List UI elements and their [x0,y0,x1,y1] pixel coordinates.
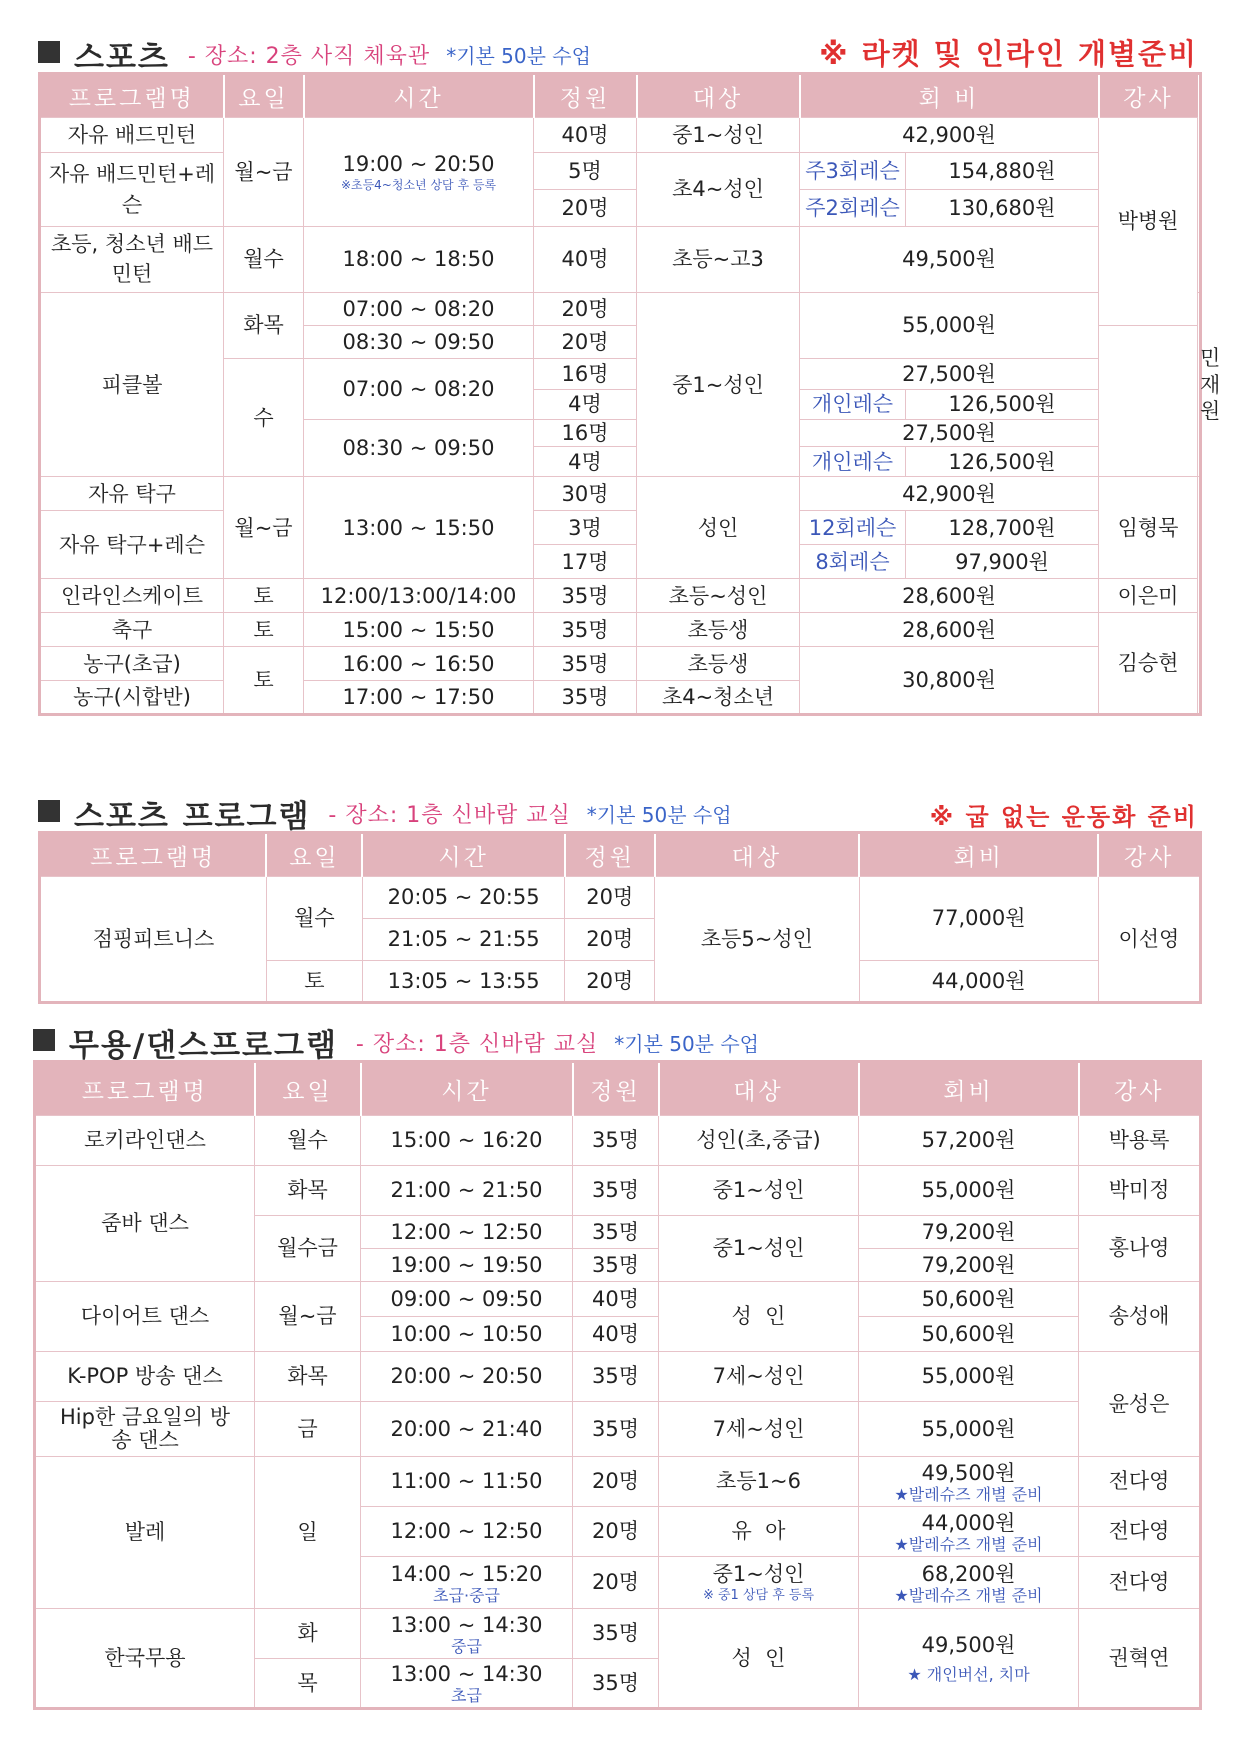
fee-cell [800,545,1099,579]
time-value: 13:00 ~ 14:30 [390,1662,543,1687]
time-cell: 19:00 ~ 19:50 [361,1249,573,1282]
section-header [33,1020,1199,1064]
capacity-cell: 4명 [534,390,637,420]
fee-cell: 55,000원 [859,1166,1079,1216]
capacity-cell: 16명 [534,359,637,390]
fee-cell: 30,800원 [800,647,1099,715]
target-cell: 중1~성인 [659,1166,859,1216]
time-cell: 20:00 ~ 20:50 [361,1352,573,1402]
program-name: Hip한 금요일의 방송 댄스 [35,1402,255,1457]
section-place: - 장소: 2층 사직 체육관 [187,44,431,69]
fee-value: 68,200원 [921,1561,1016,1586]
capacity-cell: 40명 [534,227,637,293]
col-header-day: 요일 [224,74,304,118]
capacity-cell: 35명 [534,647,637,681]
day-cell: 토 [224,647,304,715]
capacity-cell: 40명 [534,118,637,153]
time-cell: 08:30 ~ 09:50 [304,326,534,359]
teacher-cell: 윤성은 [1079,1352,1201,1457]
teacher-cell: 전다영 [1079,1557,1201,1609]
table-row [35,1282,1201,1317]
section-place: - 장소: 1층 신바람 교실 [328,803,571,828]
time-cell: 15:00 ~ 15:50 [304,613,534,647]
schedule-table [33,1060,1202,1710]
fee-cell: 28,600원 [800,613,1099,647]
capacity-cell: 17명 [534,545,637,579]
col-header-time: 시간 [304,74,534,118]
target-cell: 초등~고3 [637,227,800,293]
target-cell: 유 아 [659,1507,859,1557]
table-row [40,647,1201,681]
program-name: 줌바 댄스 [35,1166,255,1282]
target-cell: 초등생 [637,613,800,647]
time-cell: 07:00 ~ 08:20 [304,293,534,326]
time-cell: 21:05 ~ 21:55 [362,919,564,961]
teacher-cell: 박병원 [1099,118,1198,326]
target-cell: 7세~성인 [659,1402,859,1457]
teacher-cell: 송성애 [1079,1282,1201,1352]
teacher-cell: 홍나영 [1079,1216,1201,1282]
capacity-cell: 35명 [573,1216,659,1249]
time-cell: 21:00 ~ 21:50 [361,1166,573,1216]
square-bullet-icon [38,800,60,822]
teacher-cell: 임형묵 [1099,477,1198,579]
col-header-time: 시간 [362,833,564,877]
capacity-cell: 30명 [534,477,637,511]
fee-label: 개인레슨 [800,447,906,476]
day-cell: 금 [255,1402,361,1457]
time-cell: 18:00 ~ 18:50 [304,227,534,293]
fee-cell [859,1507,1079,1557]
table-row [40,477,1201,511]
fee-value: 97,900원 [955,549,1049,574]
fee-cell: 27,500원 [800,420,1099,447]
section-title: 스포츠 프로그램 [74,799,311,835]
program-name: 로키라인댄스 [35,1116,255,1166]
program-name: 초등, 청소년 배드민턴 [40,227,224,293]
program-name: 농구(초급) [40,647,224,681]
target-value: 중1~성인 [712,1562,805,1587]
fee-cell: 55,000원 [859,1402,1079,1457]
teacher-cell: 전다영 [1079,1507,1201,1557]
fee-cell: 50,600원 [859,1317,1079,1352]
fee-value: 126,500원 [948,449,1056,474]
capacity-cell: 35명 [534,613,637,647]
col-header-target: 대상 [655,833,859,877]
fee-cell [859,1457,1079,1507]
col-header-program: 프로그램명 [35,1062,255,1116]
program-name: 자유 탁구 [40,477,224,511]
fee-label: 주2회레슨 [800,190,906,226]
time-cell: 12:00 ~ 12:50 [361,1507,573,1557]
fee-label: 8회레슨 [800,545,906,578]
table-row [35,1457,1201,1507]
col-header-day: 요일 [266,833,362,877]
col-header-time: 시간 [361,1062,573,1116]
col-header-program: 프로그램명 [40,74,224,118]
col-header-capacity: 정원 [565,833,655,877]
time-cell: 13:00 ~ 15:50 [304,477,534,579]
target-cell: 중1~성인 [637,293,800,477]
table-row [40,579,1201,613]
capacity-cell: 16명 [534,420,637,447]
day-cell: 월수 [255,1116,361,1166]
section-note: *기본 50분 수업 [586,803,732,827]
fee-cell: 49,500원 [800,227,1099,293]
program-name: 점핑피트니스 [40,877,267,1003]
fee-cell [800,511,1099,545]
teacher-cell: 박용록 [1079,1116,1201,1166]
time-cell: 15:00 ~ 16:20 [361,1116,573,1166]
time-cell: 10:00 ~ 10:50 [361,1317,573,1352]
capacity-cell: 40명 [573,1282,659,1317]
target-cell: 초등~성인 [637,579,800,613]
table-row [40,153,1201,190]
day-cell: 화목 [255,1352,361,1402]
table-row [35,1166,1201,1216]
square-bullet-icon [38,41,60,63]
day-cell: 화목 [224,293,304,359]
section-sports-program [38,791,1202,1004]
capacity-cell: 20명 [534,326,637,359]
table-row [40,293,1201,326]
fee-label: 주3회레슨 [800,153,906,189]
section-header [38,791,1202,835]
fee-cell: 55,000원 [800,293,1099,359]
fee-cell [800,190,1099,227]
table-row [40,877,1201,919]
capacity-cell: 35명 [573,1352,659,1402]
day-cell: 화 [255,1609,361,1659]
day-cell: 월~금 [224,118,304,227]
time-cell: 11:00 ~ 11:50 [361,1457,573,1507]
day-cell: 수 [224,359,304,477]
col-header-day: 요일 [255,1062,361,1116]
program-name: 한국무용 [35,1609,255,1709]
capacity-cell: 35명 [573,1249,659,1282]
time-cell: 07:00 ~ 08:20 [304,359,534,420]
section-dance-program [33,1020,1199,1710]
capacity-cell: 35명 [573,1659,659,1709]
table-row [40,613,1201,647]
time-cell [361,1609,573,1659]
capacity-cell: 35명 [573,1166,659,1216]
col-header-teacher: 강사 [1079,1062,1201,1116]
table-header-row [35,1062,1201,1116]
table-header-row [40,833,1201,877]
fee-cell: 77,000원 [859,877,1098,961]
col-header-teacher: 강사 [1098,833,1200,877]
col-header-target: 대상 [637,74,800,118]
time-cell: 09:00 ~ 09:50 [361,1282,573,1317]
capacity-cell: 20명 [565,919,655,961]
col-header-target: 대상 [659,1062,859,1116]
day-cell: 목 [255,1659,361,1709]
fee-label: 12회레슨 [800,511,906,544]
square-bullet-icon [33,1029,55,1051]
time-value: 19:00 ~ 20:50 [342,152,495,177]
time-level: 중급 [451,1636,482,1656]
capacity-cell: 35명 [534,579,637,613]
target-cell [659,1557,859,1609]
day-cell: 월~금 [224,477,304,579]
target-cell: 초4~성인 [637,153,800,227]
fee-value: 128,700원 [948,515,1056,540]
fee-value: 44,000원 [921,1510,1016,1535]
fee-value: 130,680원 [948,195,1056,220]
fee-value: 49,500원 [921,1633,1016,1658]
program-name: 자유 배드민턴 [40,118,224,153]
section-place: - 장소: 1층 신바람 교실 [355,1032,599,1057]
day-cell: 월수 [266,877,362,961]
fee-cell: 27,500원 [800,359,1099,390]
day-cell: 월수금 [255,1216,361,1282]
fee-cell: 79,200원 [859,1249,1079,1282]
target-cell: 초등5~성인 [655,877,859,1003]
time-value: 13:00 ~ 14:30 [390,1612,543,1637]
program-name: 자유 탁구+레슨 [40,511,224,579]
target-cell: 초등1~6 [659,1457,859,1507]
program-name: 다이어트 댄스 [35,1282,255,1352]
teacher-cell: 전다영 [1079,1457,1201,1507]
target-cell: 초4~청소년 [637,681,800,715]
col-header-fee: 회비 [859,833,1098,877]
fee-cell [800,153,1099,190]
time-cell: 16:00 ~ 16:50 [304,647,534,681]
teacher-cell: 이선영 [1098,877,1200,1003]
fee-cell [800,390,1099,420]
fee-note: ★발레슈즈 개별 준비 [894,1585,1043,1605]
day-cell: 토 [266,961,362,1003]
capacity-cell: 20명 [565,877,655,919]
time-cell: 20:00 ~ 21:40 [361,1402,573,1457]
col-header-capacity: 정원 [534,74,637,118]
time-level: 초급·중급 [433,1585,500,1605]
program-name: 인라인스케이트 [40,579,224,613]
target-cell: 초등생 [637,647,800,681]
capacity-cell: 20명 [573,1557,659,1609]
capacity-cell: 35명 [573,1116,659,1166]
capacity-cell: 20명 [573,1457,659,1507]
time-cell: 20:05 ~ 20:55 [362,877,564,919]
col-header-program: 프로그램명 [40,833,267,877]
table-row [40,118,1201,153]
capacity-cell: 20명 [565,961,655,1003]
capacity-cell: 3명 [534,511,637,545]
program-name: K-POP 방송 댄스 [35,1352,255,1402]
fee-value: 154,880원 [948,158,1056,183]
day-cell: 월수 [224,227,304,293]
fee-value: 49,500원 [921,1460,1016,1485]
fee-note: ★발레슈즈 개별 준비 [894,1484,1043,1504]
target-cell: 성 인 [659,1282,859,1352]
day-cell: 토 [224,613,304,647]
program-name: 피클볼 [40,293,224,477]
table-row [40,511,1201,545]
program-name: 발레 [35,1457,255,1609]
section-note: *기본 50분 수업 [446,44,591,68]
capacity-cell: 35명 [534,681,637,715]
col-header-teacher: 강사 [1099,74,1198,118]
target-cell: 중1~성인 [637,118,800,153]
fee-note: ★ 개인버선, 치마 [907,1665,1030,1685]
capacity-cell: 35명 [573,1402,659,1457]
time-cell: 12:00 ~ 12:50 [361,1216,573,1249]
teacher-cell: 박미정 [1079,1166,1201,1216]
target-cell: 7세~성인 [659,1352,859,1402]
fee-label: 개인레슨 [800,390,906,419]
capacity-cell: 20명 [534,293,637,326]
table-row [35,1352,1201,1402]
day-cell: 토 [224,579,304,613]
section-note: *기본 50분 수업 [614,1032,759,1056]
target-cell: 성인 [637,477,800,579]
time-note: ※초등4~청소년 상담 후 등록 [340,177,497,192]
capacity-cell: 4명 [534,447,637,477]
capacity-cell: 40명 [573,1317,659,1352]
section-title: 스포츠 [74,40,170,76]
section-title: 무용/댄스프로그램 [69,1028,338,1064]
table-row [35,1609,1201,1659]
fee-cell: 44,000원 [859,961,1098,1003]
fee-cell [859,1609,1079,1709]
fee-value: 126,500원 [948,392,1056,417]
fee-cell: 50,600원 [859,1282,1079,1317]
teacher-cell: 민재원 [1198,293,1201,477]
fee-cell [859,1557,1079,1609]
program-name: 자유 배드민턴+레슨 [40,153,224,227]
fee-cell: 57,200원 [859,1116,1079,1166]
fee-cell: 55,000원 [859,1352,1079,1402]
col-header-capacity: 정원 [573,1062,659,1116]
table-header-row [40,74,1201,118]
program-name: 축구 [40,613,224,647]
fee-cell [800,447,1099,477]
section-header [38,32,1202,76]
teacher-cell: 권혁연 [1079,1609,1201,1709]
fee-cell: 28,600원 [800,579,1099,613]
section-warning: ※ 라켓 및 인라인 개별준비 [819,37,1198,71]
col-header-fee: 회비 [859,1062,1079,1116]
fee-cell: 79,200원 [859,1216,1079,1249]
schedule-table [38,831,1202,1004]
fee-cell: 42,900원 [800,477,1099,511]
program-name: 농구(시합반) [40,681,224,715]
section-warning: ※ 굽 없는 운동화 준비 [929,803,1198,831]
time-level: 초급 [451,1686,482,1706]
time-cell [361,1659,573,1709]
time-cell: 08:30 ~ 09:50 [304,420,534,477]
capacity-cell: 5명 [534,153,637,190]
capacity-cell: 35명 [573,1609,659,1659]
target-note: ※ 중1 상담 후 등록 [702,1587,815,1603]
time-cell [304,118,534,227]
schedule-table [38,72,1221,716]
time-value: 14:00 ~ 15:20 [390,1561,543,1586]
table-row [40,227,1201,293]
fee-cell: 42,900원 [800,118,1099,153]
fee-note: ★발레슈즈 개별 준비 [894,1534,1043,1554]
day-cell: 일 [255,1457,361,1609]
col-header-fee: 회 비 [800,74,1099,118]
target-cell: 성 인 [659,1609,859,1709]
day-cell: 화목 [255,1166,361,1216]
teacher-cell: 김승현 [1099,613,1198,715]
time-cell: 17:00 ~ 17:50 [304,681,534,715]
capacity-cell: 20명 [534,190,637,227]
time-cell: 13:05 ~ 13:55 [362,961,564,1003]
target-cell: 중1~성인 [659,1216,859,1282]
day-cell: 월~금 [255,1282,361,1352]
time-cell: 12:00/13:00/14:00 [304,579,534,613]
section-sports-gym [38,32,1221,716]
time-cell [361,1557,573,1609]
capacity-cell: 20명 [573,1507,659,1557]
table-row [35,1116,1201,1166]
target-cell: 성인(초,중급) [659,1116,859,1166]
teacher-cell: 이은미 [1099,579,1198,613]
table-row [35,1402,1201,1457]
